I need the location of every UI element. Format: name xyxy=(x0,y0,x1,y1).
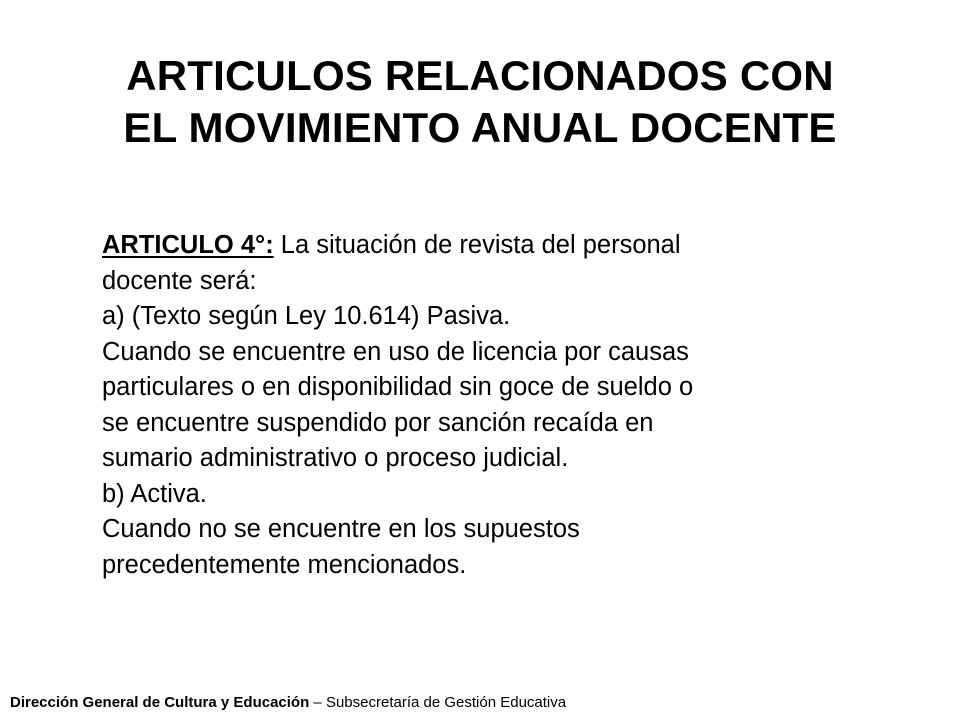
footer-department: Subsecretaría de Gestión Educativa xyxy=(325,694,567,711)
article-line: particulares o en disponibilidad sin goce de sueldo o xyxy=(102,373,694,401)
article-line: Cuando se encuentre en uso de licencia por causas xyxy=(102,337,689,366)
slide-title-line-2: EL MOVIMIENTO ANUAL DOCENTE xyxy=(123,104,837,151)
article-first-line-text: La situación de revista del personal xyxy=(273,231,681,259)
article-label: ARTICULO 4°: xyxy=(102,231,274,259)
article-first-line xyxy=(102,228,862,264)
footer-separator: – xyxy=(309,694,326,711)
slide-title-line-1: ARTICULOS RELACIONADOS CON xyxy=(126,52,834,99)
article-line: docente será: xyxy=(102,266,257,295)
article-line: Cuando no se encuentre en los supuestos xyxy=(102,515,580,543)
article-line: b) Activa. xyxy=(102,479,207,508)
article-body xyxy=(102,228,862,583)
article-line: se encuentre suspendido por sanción recaída en xyxy=(102,408,654,437)
article-line: precedentemente mencionados. xyxy=(102,550,467,579)
slide-title xyxy=(40,50,920,154)
article-line: sumario administrativo o proceso judicial. xyxy=(102,444,569,472)
article-line: a) (Texto según Ley 10.614) Pasiva. xyxy=(102,302,511,330)
slide-footer xyxy=(10,694,566,712)
footer-organization: Dirección General de Cultura y Educación xyxy=(10,694,310,711)
